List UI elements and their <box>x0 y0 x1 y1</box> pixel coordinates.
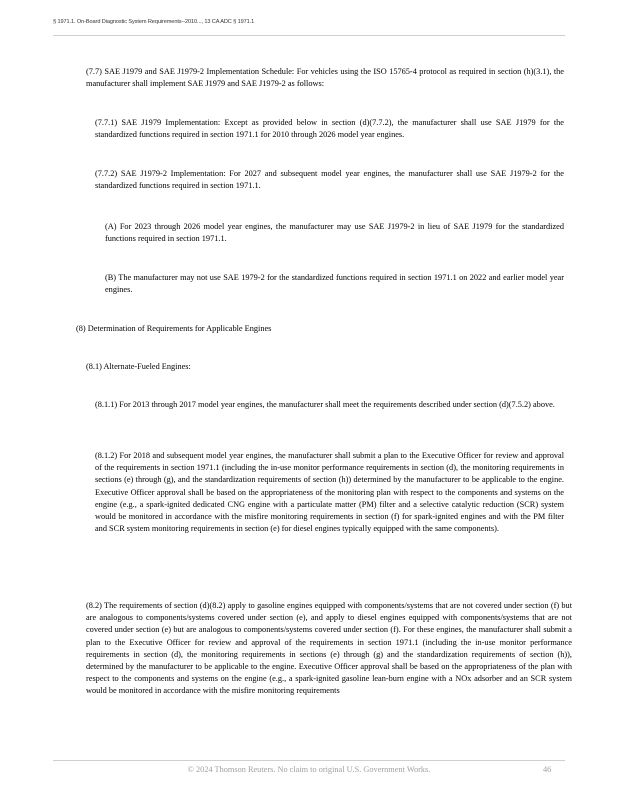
footer-copyright: © 2024 Thomson Reuters. No claim to original U.S. Government Works. <box>187 765 431 774</box>
page-number: 46 <box>543 765 552 774</box>
paragraph-B: (B) The manufacturer may not use SAE 1979-2 for the standardized functions required in section 1971.1 on 2022 and earlier model year engines. <box>105 273 564 295</box>
paragraph-A: (A) For 2023 through 2026 model year engines, the manufacturer may use SAE J1979-2 in lieu of SAE J1979 for the standardized functions required in section 1971.1. <box>105 222 564 244</box>
running-header: § 1971.1. On-Board Diagnostic System Requirements--2010..., 13 CA ADC § 1971.1 <box>53 19 255 25</box>
subsection-heading-8-1: (8.1) Alternate-Fueled Engines: <box>86 362 191 371</box>
paragraph-8-1-2: (8.1.2) For 2018 and subsequent model year engines, the manufacturer shall submit a plan to the Executive Officer for review and approval of the requirements in section 1971.1 (including the in-use monitor performance requirements in section (d), the monitoring requirements in sections (e) through (g), and the standardization requirements of section (h)) determined by the manufacturer to be applicable to the engine. Executive Officer approval shall be based on the appropriateness of the monitoring plan with respect to the components and systems on the engine (e.g., a spark-ignited dedicated CNG engine with a particulate matter (PM) filter and a selective catalytic reduction (SCR) system would be monitored in accordance with the misfire monitoring requirements in section (f) for spark-ignited engines and with the PM filter and SCR system monitoring requirements in section (e) for diesel engines typically equipped with the same components). <box>95 451 564 534</box>
paragraph-7-7-1: (7.7.1) SAE J1979 Implementation: Except as provided below in section (d)(7.7.2), the manufacturer shall use SAE J1979 for the standardized functions required in section 1971.1 for 2010 through 2026 model year engines. <box>95 118 564 140</box>
paragraph-7-7: (7.7) SAE J1979 and SAE J1979-2 Implementation Schedule: For vehicles using the ISO 15765-4 protocol as required in section (h)(3.1), the manufacturer shall implement SAE J1979 and SAE J1979-2 as follows: <box>86 67 564 89</box>
footer-divider <box>53 760 565 761</box>
section-heading-8: (8) Determination of Requirements for Applicable Engines <box>76 324 272 333</box>
header-divider <box>53 35 565 36</box>
paragraph-7-7-2: (7.7.2) SAE J1979-2 Implementation: For 2027 and subsequent model year engines, the manufacturer shall use SAE J1979-2 for the standardized functions required in section 1971.1. <box>95 169 564 191</box>
paragraph-8-1-1: (8.1.1) For 2013 through 2017 model year engines, the manufacturer shall meet the requirements described under section (d)(7.5.2) above. <box>95 400 555 409</box>
paragraph-8-2: (8.2) The requirements of section (d)(8.2) apply to gasoline engines equipped with components/systems that are not covered under section (f) but are analogous to components/systems covered under section (e), and apply to diesel engines equipped with components/systems that are not covered under section (e) but are analogous to components/systems covered under section (f). For these engines, the manufacturer shall submit a plan to the Executive Officer for review and approval of the requirements in section 1971.1 (including the in-use monitor performance requirements in section (d), the monitoring requirements in sections (e) through (g) and the standardization requirements of section (h)), determined by the manufacturer to be applicable to the engine. Executive Officer approval shall be based on the appropriateness of the plan with respect to the components and systems on the engine (e.g., a spark-ignited gasoline lean-burn engine with a NOx adsorber and an SCR system would be monitored in accordance with the misfire monitoring requirements <box>86 601 572 696</box>
